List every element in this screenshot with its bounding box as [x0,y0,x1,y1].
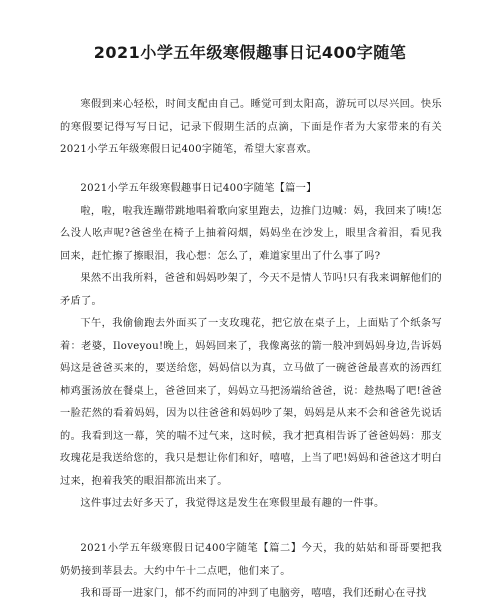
section-one-paragraph: 啦，啦，啦我连蹦带跳地唱着歌向家里跑去，边推门边喊：妈，我回来了咦!怎么没人吆声呢?爸爸坐在椅子上抽着闷烟，妈妈坐在沙发上，眼里含着泪，看见我回来，赶忙擦了擦眼泪，我心想：怎么了，难道家里出了什么事了吗? [60,205,442,262]
intro-block [60,94,442,162]
section-two-next-paragraph: 我和哥哥一进家门，郁不约而同的冲到了电脑旁，嘻嘻，我们还耐心在寻找 [80,588,427,599]
section-two-intro [60,538,442,583]
intro-paragraph: 寒假到来心轻松，时间支配由自己。睡觉可到太阳高，游玩可以尽兴回。快乐的寒假要记得写写日记，记录下假期生活的点滴，下面是作者为大家带来的有关2021小学五年级寒假日记400字随笔，希望大家喜欢。 [60,99,442,155]
section-one-paragraph: 果然不出我所料，爸爸和妈妈吵架了，今天不是情人节吗!只有我来调解他们的矛盾了。 [60,273,442,307]
section-one-heading: 2021小学五年级寒假趣事日记400字随笔【篇一】 [80,183,317,194]
section-two-heading: 2021小学五年级寒假日记400字随笔【篇二】 [80,543,302,554]
document-title: 2021小学五年级寒假趣事日记400字随笔 [93,43,407,62]
section-one-paragraph: 下午，我偷偷跑去外面买了一支玫瑰花，把它放在桌子上，上面贴了个纸条写着：老婆，Iloveyou!晚上，妈妈回来了，我像离弦的箭一般冲到妈妈身边,告诉妈妈这是爸爸买来的，要送给您，妈妈信以为真，立马做了一碗爸爸最喜欢的汤西红柿鸡蛋汤放在餐桌上，爸爸回来了，妈妈立马把汤端给爸爸，说：趁热喝了吧!爸爸一脸茫然的看着妈妈，因为以往爸爸和妈妈吵了架，妈妈是从来不会和爸爸先说话的。我看到这一幕，笑的喘不过气来，这时候，我才把真相告诉了爸爸妈妈：那支玫瑰花是我送给您的，我只是想让你们和好，嘻嘻，上当了吧!妈妈和爸爸这才明白过来，抱着我笑的眼泪都流出来了。 [60,318,442,487]
section-two-first-paragraph: 今天，我的姑姑和哥哥要把我奶奶接到莘县去。大约中午十二点吧，他们来了。 [60,543,442,577]
paragraph-gap [60,516,442,539]
section-one [60,178,442,606]
section-one-paragraph: 这件事过去好多天了，我觉得这是发生在寒假里最有趣的一件事。 [80,498,385,509]
